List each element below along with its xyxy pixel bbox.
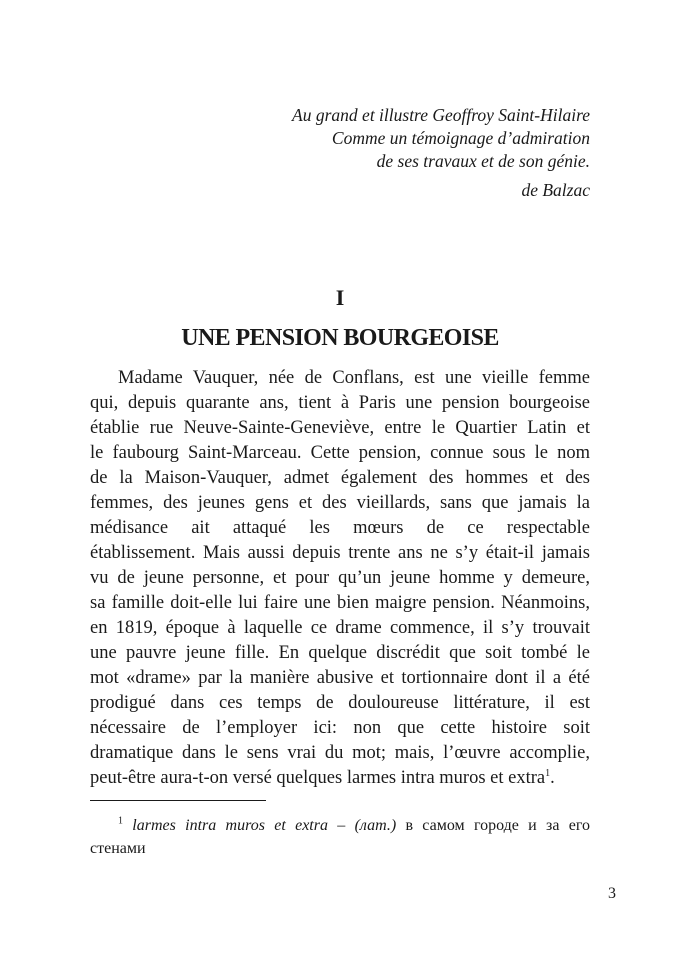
body-paragraph [90,366,590,791]
body-line: en 1819, époque à laquelle ce drame commence, il s’y trouvait [90,618,590,638]
footnote-marker: 1 [118,815,123,827]
body-line: dramatique dans le sens vrai du mot; mais, l’œuvre accomplie, [90,743,590,763]
footnote-reference[interactable]: 1 [545,767,551,779]
body-line: établie rue Neuve-Sainte-Geneviève, entre le Quartier Latin et [90,418,590,438]
dedication-line: Au grand et illustre Geoffroy Saint-Hilaire [292,105,590,125]
body-line: sa famille doit-elle lui faire une bien maigre pension. Néanmoins, [90,593,590,613]
body-line: qui, depuis quarante ans, tient à Paris une pension bourgeoise [90,393,590,413]
body-line: femmes, des jeunes gens et des vieillards, sans que jamais la [90,493,590,513]
body-line: prodigué dans ces temps de douloureuse littérature, il est [90,693,590,713]
body-line: une pauvre jeune fille. En quelque discrédit que soit tombé le [90,643,590,663]
dedication-signature: de Balzac [521,180,590,200]
body-line-last: peut-être aura-t-on versé quelques larmes intra muros et extra$^1$. [90,767,555,788]
body-line: mot «drame» par la manière abusive et tortionnaire dont il a été [90,668,590,688]
body-line: vu de jeune personne, et pour qu’un jeune homme y demeure, [90,568,590,588]
body-line: établissement. Mais aussi depuis trente ans ne s’y était-il jamais [90,543,590,563]
dedication [90,104,590,202]
body-line: Madame Vauquer, née de Conflans, est une vieille femme [118,368,590,388]
body-line: de la Maison-Vauquer, admet également des hommes et des [90,468,590,488]
body-line: le faubourg Saint-Marceau. Cette pension, connue sous le nom [90,443,590,463]
footnote-line [90,814,590,837]
footnote-translation: в самом городе и за его [405,817,591,834]
dedication-line: Comme un témoignage d’admiration [331,128,590,148]
chapter-number: I [335,285,345,310]
chapter-title: UNE PENSION BOURGEOISE [181,325,499,351]
footnote-translation-continued: стенами [90,840,146,857]
dedication-line: de ses travaux et de son génie. [376,151,590,171]
footnote [90,814,590,860]
page-number: 3 [608,885,616,902]
body-line: médisance ait attaqué les mœurs de ce respectable [90,518,590,538]
body-line: nécessaire de l’employer ici: non que cette histoire soit [90,718,590,738]
footnote-source-phrase: larmes intra muros et extra – (лат.) [132,817,397,834]
body-line: peut-être aura-t-on versé quelques larmes intra muros et extra [90,768,546,788]
footnote-divider [90,800,266,801]
